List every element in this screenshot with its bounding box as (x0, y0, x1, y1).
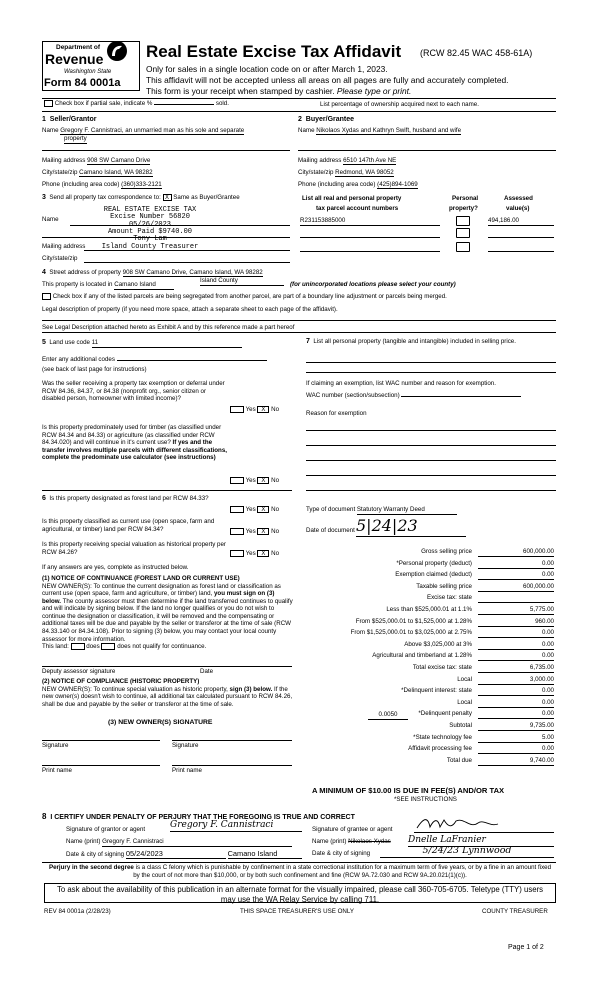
seller-name2[interactable]: property (64, 135, 87, 142)
dept-line2: Revenue (45, 51, 104, 67)
answers-note: If any answers are yes, complete as instructed below. (42, 564, 189, 571)
calc-value[interactable]: 5,775.00 (478, 606, 554, 615)
section3-row: 3 Send all property tax correspondence to: X Same as Buyer/Grantee (42, 194, 240, 202)
buyer-heading: 2 Buyer/Grantee (298, 116, 355, 123)
grantor-name-row: Name (print) Gregory F. Cannistraci (66, 838, 292, 847)
buyer-phone[interactable]: (425)894-1069 (377, 181, 418, 188)
exemption-yes-checkbox[interactable] (230, 406, 244, 413)
calc-value[interactable]: 0.00 (478, 745, 554, 754)
grantor-date[interactable]: 05/24/2023 (126, 849, 226, 859)
section3-mailing-label: Mailing address (42, 243, 86, 250)
calc-label: *Delinquent penalty (418, 710, 472, 718)
agency-logo-icon (106, 40, 128, 62)
calc-label: Local (457, 698, 472, 706)
buyer-city[interactable]: Redmond, WA 98052 (335, 169, 394, 176)
calc-value[interactable]: 0.00 (478, 629, 554, 638)
calc-label: Agricultural and timberland at 1.28% (372, 652, 472, 660)
form-title: Real Estate Excise Tax Affidavit (146, 42, 402, 61)
seller-phone-row: Phone (including area code) (360)333-2121 (42, 181, 162, 188)
grantee-date-city[interactable]: 5/24/23 Lynnwood (380, 845, 554, 858)
page-number: Page 1 of 2 (508, 944, 544, 951)
forest-no-checkbox[interactable]: X (257, 506, 269, 513)
header-line3 (146, 86, 411, 96)
certify-statement: 8 I CERTIFY UNDER PENALTY OF PERJURY THAT THE FOREGOING IS TRUE AND CORRECT (42, 812, 355, 821)
calc-value[interactable]: 0.00 (478, 571, 554, 580)
unincorporated-note: (for unincorporated locations please select your county) (290, 281, 456, 288)
partial-sale-pct[interactable] (154, 104, 214, 105)
header-line2: This affidavit will not be accepted unless all areas on all pages are fully and accurately completed. (146, 75, 509, 85)
section3-name-label: Name (42, 216, 59, 223)
grantor-city[interactable]: Camano Island (228, 849, 302, 859)
this-land-row: This land: does does not qualify for continuance. (42, 643, 207, 651)
property-street[interactable]: 908 SW Camano Drive, Camano Island, WA 98282 (122, 269, 263, 276)
section7-text: 7 List all personal property (tangible and intangible) included in selling price. (306, 338, 516, 345)
seller-name-row: Name Gregory F. Cannistraci, an unmarried man as his sole and separate (42, 127, 245, 134)
dept-line1: Department of (56, 44, 101, 51)
section4-street-row: 4 Street address of property 908 SW Camano Drive, Camano Island, WA 98282 (42, 269, 263, 276)
buyer-phone-row: Phone (including area code) (425)894-1069 (298, 181, 418, 188)
buyer-city-row: City/state/zip Redmond, WA 98052 (298, 169, 394, 176)
calc-label: Excise tax: state (426, 594, 472, 602)
calc-label: Exemption claimed (deduct) (395, 571, 472, 579)
personal-header1: Personal (452, 195, 479, 202)
property-location[interactable]: Camano Island (114, 281, 174, 290)
historic-question: Is this property receiving special valuation as historical property per RCW 84.26? (42, 541, 226, 556)
assessor-signature-label: Deputy assessor signature (42, 668, 116, 675)
reason-label: Reason for exemption (306, 410, 367, 417)
personal-header2: property? (449, 205, 478, 212)
calc-value[interactable]: 600,000.00 (478, 583, 554, 592)
owner-print-label-1: Print name (42, 767, 72, 774)
seller-heading: 1 Seller/Grantor (42, 116, 97, 123)
see-instructions-note: *SEE INSTRUCTIONS (394, 796, 457, 803)
calc-label: Gross selling price (421, 548, 472, 555)
grantee-name-struck: Nikolaos Xydas (348, 838, 391, 845)
calc-label: Affidavit processing fee (408, 745, 472, 753)
minimum-due-note: A MINIMUM OF $10.00 IS DUE IN FEE(S) AND/OR TAX (312, 786, 505, 795)
current-use-question: Is this property classified as current use (open space, farm and agricultural, or timber) land per RCW 84.34? (42, 518, 215, 533)
compliance-notice: (2) NOTICE OF COMPLIANCE (HISTORIC PROPERTY) NEW OWNER(S): To continue special valuation as historic property, sign (3) below. If the new owner(s) doesn't wish to continue, all additional tax calculated pursuant to RCW 84.26, shall be due and payable by the seller or transferor at the time of sale. (42, 678, 293, 708)
doc-type-row: Type of document Statutory Warranty Deed (306, 506, 457, 515)
rev-number: REV 84 0001a (2/28/23) (44, 908, 111, 915)
assessed-header2: value(s) (506, 205, 530, 212)
doc-type[interactable]: Statutory Warranty Deed (357, 506, 457, 515)
header-line1: Only for sales in a single location code on or after March 1, 2023. (146, 64, 388, 74)
calc-value[interactable]: 3,000.00 (478, 676, 554, 685)
exemption-question: Was the seller receiving a property tax exemption or deferral under RCW 84.36, 84.37, or 84.38 (nonprofit org., senior citizen or disabled person, homeowner with limited income)? (42, 380, 225, 403)
form-number: Form 84 0001a (44, 77, 121, 89)
header-line3-b: Please type or print. (336, 86, 412, 96)
grantor-signature-row: Signature of grantor or agent (66, 826, 146, 833)
perjury-notice: Perjury in the second degree is a class C felony which is punishable by confinement in a state correctional institution for a maximum term of five years, or by a fine in an amount fixed by the court of not more than $10,000, or by both such confinement and fine (RCW 9A.72.030 and RCW 9A.20.021(1)(c)). (48, 864, 552, 879)
dept-line3: Washington State (64, 69, 112, 75)
wac-input[interactable] (401, 389, 521, 397)
timber-answer: Yes X No (230, 477, 279, 485)
buyer-mailing-row: Mailing address 6510 147th Ave NE (298, 157, 397, 164)
forest-question: 6 Is this property designated as forest land per RCW 84.33? (42, 495, 209, 502)
grantor-date-row: Date & city of signing 05/24/2023 Camano Island (66, 849, 302, 859)
buyer-name[interactable]: Nikolaos Xydas and Kathryn Swift, husband and wife (316, 127, 462, 134)
form-rcw: (RCW 82.45 WAC 458-61A) (420, 48, 533, 58)
calc-value[interactable]: 0.00 (478, 687, 554, 696)
calc-value[interactable]: 600,000.00 (478, 548, 554, 557)
local-rate[interactable]: 0.0050 (368, 711, 408, 720)
calc-label: Total excise tax: state (412, 664, 472, 671)
parcel-account-1[interactable]: R231153885000 (300, 217, 440, 226)
land-use-code[interactable]: 11 (92, 339, 242, 348)
grantor-name[interactable]: Gregory F. Cannistraci (102, 838, 292, 847)
seller-name[interactable]: Gregory F. Cannistraci, an unmarried man as his sole and separate (60, 127, 245, 134)
calc-value[interactable]: 0.00 (478, 710, 554, 719)
current-use-no-checkbox[interactable]: X (257, 528, 269, 535)
historic-no-checkbox[interactable]: X (257, 550, 269, 557)
exemption-no-checkbox[interactable]: X (257, 406, 269, 413)
partial-sale-row (44, 100, 229, 108)
calc-value[interactable]: 0.00 (478, 641, 554, 650)
seller-city[interactable]: Camano Island, WA 98282 (79, 169, 153, 176)
calc-label: Above $3,025,000 at 3% (404, 640, 472, 648)
accessibility-notice: To ask about the availability of this publication in an alternate format for the visually impaired, please call 360-705-6705. Teletype (TTY) users may use the WA Relay Service by calling 711. (44, 883, 556, 903)
calc-label: From $525,000.01 to $1,525,000 at 1.28% (355, 617, 472, 625)
grantee-signature-label: Signature of grantee or agent (312, 826, 393, 833)
grantor-signature[interactable]: Gregory F. Cannistraci (170, 820, 302, 832)
forest-yes-checkbox[interactable] (230, 506, 244, 513)
partial-sale-label: Check box if partial sale, indicate % (54, 100, 153, 108)
same-as-buyer-checkbox[interactable]: X (163, 194, 172, 201)
owner-signature-label-1: Signature (42, 742, 69, 749)
header-line3-a: This form is your receipt when stamped by cashier. (146, 86, 335, 96)
calc-value[interactable]: 0.00 (478, 699, 554, 708)
seller-phone[interactable]: (360)333-2121 (121, 181, 162, 188)
section4-located-row: This property is located in Camano Island (42, 281, 174, 290)
buyer-mailing[interactable]: 6510 147th Ave NE (343, 157, 397, 164)
current-use-yes-checkbox[interactable] (230, 528, 244, 535)
see-back-note: (see back of last page for instructions) (42, 366, 147, 373)
does-checkbox[interactable] (71, 643, 85, 650)
segregated-checkbox[interactable] (42, 293, 51, 300)
calc-value[interactable]: 9,740.00 (478, 757, 554, 766)
personal-checkbox-3[interactable] (456, 242, 470, 252)
seller-city-row: City/state/zip Camano Island, WA 98282 (42, 169, 153, 176)
calc-label: *Personal property (deduct) (396, 559, 472, 567)
section3-city-label: City/state/zip (42, 255, 78, 262)
sold-label: sold. (215, 100, 229, 108)
assessed-header1: Assessed (504, 195, 533, 202)
current-use-answer: Yes X No (230, 528, 279, 536)
calc-value[interactable]: 0.00 (478, 560, 554, 569)
segregated-row: Check box if any of the listed parcels are being segregated from another parcel, are part of a boundary line adjustment or parcels being merged. (42, 293, 447, 301)
partial-sale-checkbox[interactable] (44, 100, 53, 107)
new-owner-signature-title: (3) NEW OWNER(S) SIGNATURE (108, 719, 213, 726)
continuance-notice: (1) NOTICE OF CONTINUANCE (FOREST LAND OR CURRENT USE) NEW OWNER(S): To continue the current designation as forest land or classification as current use (open space, farm and agriculture, or timber) land, you must sign on (3) below. The county assessor must then determine if the land transferred continues to qualify and will indicate by signing below. If the land no longer qualifies or you do not wish to continue the designation or classification, it will be removed and the compensating or additional taxes will be due and payable by the seller or transferor at the time of sale (RCW 84.33.140 or 84.34.108). Prior to signing (3) below, you may contact your local county assessor for more information. (42, 575, 293, 643)
calc-label: From $1,525,000.01 to $3,025,000 at 2.75% (350, 629, 472, 637)
calc-value[interactable]: 0.00 (478, 652, 554, 661)
calc-label: *Delinquent interest: state (401, 687, 472, 695)
county-select[interactable]: Island County (200, 277, 284, 286)
doc-date-label: Date of document (306, 527, 355, 534)
seller-mailing-row: Mailing address 908 SW Camano Drive (42, 157, 151, 164)
timber-no-checkbox[interactable]: X (257, 477, 269, 484)
calc-value[interactable]: 5.00 (478, 734, 554, 743)
exemption-instructions: If claiming an exemption, list WAC number and reason for exemption. (306, 380, 496, 387)
calc-label: Subtotal (449, 722, 472, 729)
additional-codes-row: Enter any additional codes (42, 353, 267, 364)
calc-value[interactable]: 9,735.00 (478, 722, 554, 731)
owner-print-label-2: Print name (172, 767, 202, 774)
buyer-name-row: Name Nikolaos Xydas and Kathryn Swift, husband and wife (298, 127, 462, 134)
parcel-header2: tax parcel account numbers (316, 205, 399, 212)
personal-checkbox-1[interactable] (456, 216, 470, 226)
personal-checkbox-2[interactable] (456, 228, 470, 238)
historic-yes-checkbox[interactable] (230, 550, 244, 557)
additional-codes-input[interactable] (117, 353, 267, 361)
timber-yes-checkbox[interactable] (230, 477, 244, 484)
legal-description[interactable]: See Legal Description attached hereto as Exhibit A and by this reference made a part hereof (42, 324, 295, 331)
calc-value[interactable]: 6,735.00 (478, 664, 554, 673)
legal-label: Legal description of property (if you need more space, attach a separate sheet to each page of the affidavit). (42, 306, 338, 313)
calc-label: Total due (446, 756, 472, 764)
land-use-row: 5 Land use code 11 (42, 339, 242, 348)
grantee-name-row: Name (print) Nikolaos Xydas (312, 838, 391, 845)
list-pct-note: List percentage of ownership acquired next to each name. (320, 101, 479, 108)
grantee-date-label: Date & city of signing (312, 850, 371, 857)
assessed-value-1[interactable]: 494,186.00 (488, 217, 554, 226)
county-treasurer: COUNTY TREASURER (482, 908, 548, 915)
wac-row: WAC number (section/subsection) (306, 389, 521, 400)
treasurer-use-only: THIS SPACE TREASURER'S USE ONLY (240, 908, 354, 915)
does-not-checkbox[interactable] (101, 643, 115, 650)
calc-label: Local (457, 675, 472, 683)
seller-mailing[interactable]: 908 SW Camano Drive (87, 157, 151, 164)
forest-answer: Yes X No (230, 506, 279, 514)
calc-label: *State technology fee (413, 733, 472, 741)
grantee-signature[interactable] (414, 815, 554, 833)
exemption-answer: Yes X No (230, 406, 279, 414)
assessor-date-label: Date (200, 668, 214, 675)
calc-label: Less than $525,000.01 at 1.1% (386, 606, 472, 613)
grantee-name[interactable]: Dnelle LaFranier (408, 835, 554, 847)
timber-question: Is this property predominately used for timber (as classified under RCW 84.34 and 84.33) or agriculture (as classified under RCW 84.34.020) and will continue in it's current use? If yes and the transfer involves multiple parcels with different classifications, complete the predominate use calculator (see instructions) (42, 424, 227, 462)
historic-answer: Yes X No (230, 550, 279, 558)
calc-label: Taxable selling price (416, 582, 472, 590)
parcel-header1: List all real and personal property (302, 195, 402, 202)
calc-value[interactable] (478, 594, 554, 603)
doc-date[interactable]: 5|24|23 (356, 516, 466, 537)
treasurer-stamp: REAL ESTATE EXCISE TAX Excise Number 56820 05/26/2023 Amount Paid $9740.00 Tony Lam Island County Treasurer (101, 206, 199, 251)
owner-signature-label-2: Signature (172, 742, 199, 749)
calc-value[interactable]: 960.00 (478, 618, 554, 627)
